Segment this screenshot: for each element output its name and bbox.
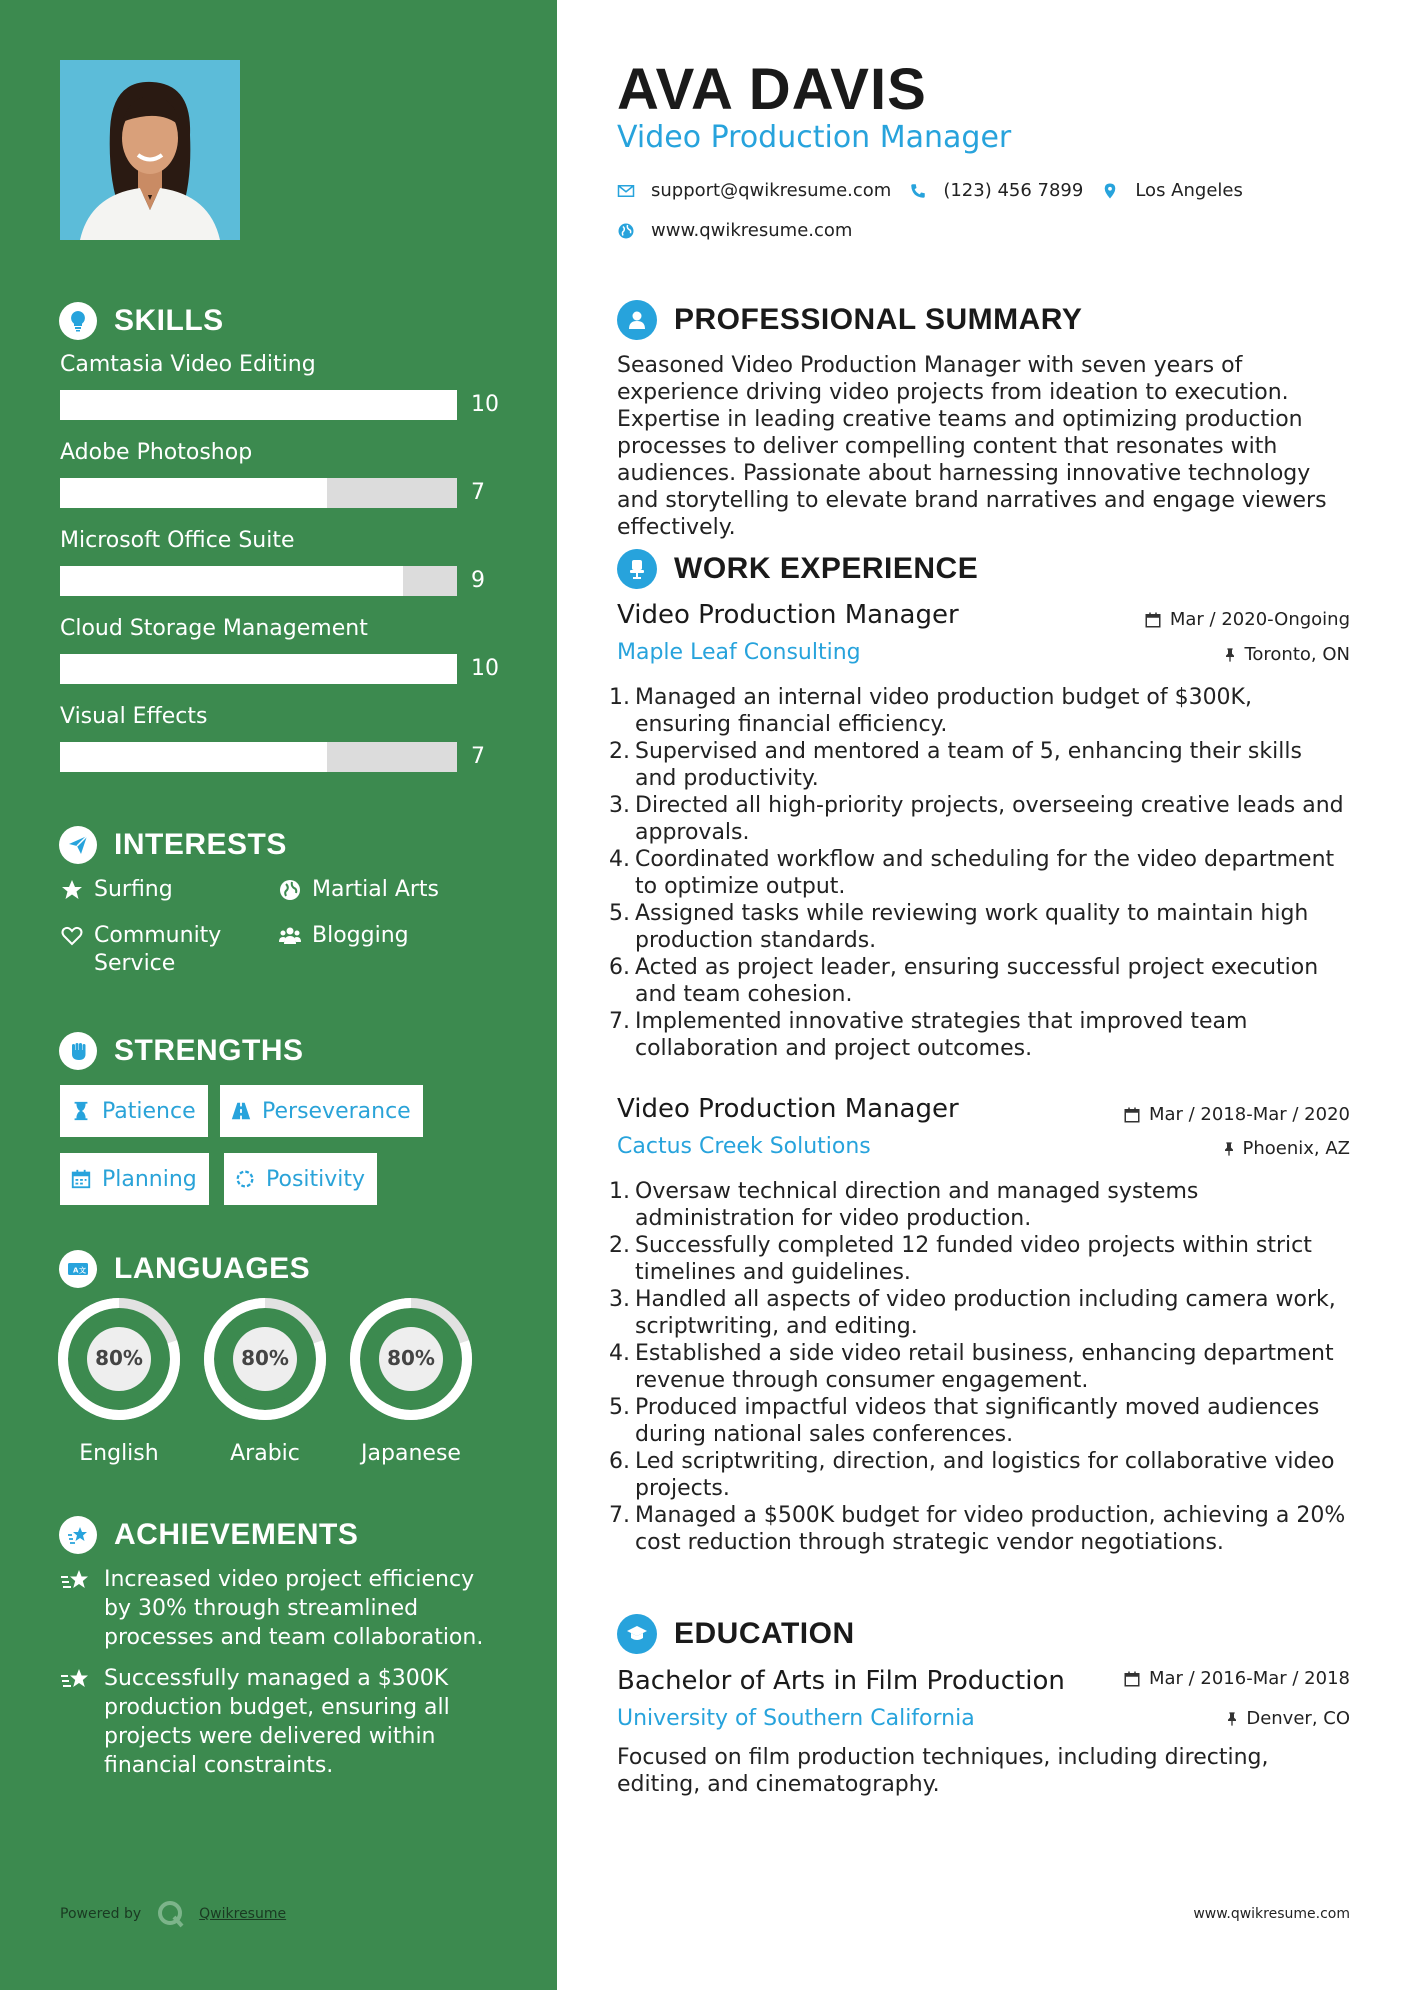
achievements-heading — [59, 1516, 358, 1554]
list-item: Produced impactful videos that significantly moved audiences during national sales conferences. — [635, 1395, 1320, 1447]
candidate-name: AVA DAVIS — [617, 57, 927, 122]
language-percent: 80% — [387, 1346, 435, 1370]
language-item — [57, 1297, 181, 1466]
job-duties — [617, 684, 1350, 1062]
summary-text: Seasoned Video Production Manager with seven years of experience driving video projects from ideation to execution. Expertise in leading creative teams and optimizing production processes to deliver compelling content that resonates with audiences. Passionate about harnessing innovative technology and storytelling to elevate brand narratives and engage viewers effectively. — [617, 353, 1327, 540]
achievement-item — [60, 1565, 500, 1652]
summary-heading — [617, 300, 1082, 340]
strength-tag — [220, 1085, 423, 1137]
hourglass-icon — [70, 1100, 92, 1122]
powered-by — [60, 1898, 286, 1930]
job-duties — [617, 1178, 1350, 1556]
job-company: Maple Leaf Consulting — [617, 640, 861, 665]
globe-icon — [617, 222, 635, 240]
users-icon — [278, 924, 302, 948]
qwikresume-link[interactable]: Qwikresume — [199, 1906, 287, 1922]
job-dates-text: Mar / 2018-Mar / 2020 — [1148, 1104, 1350, 1125]
svg-text:A: A — [73, 1266, 79, 1275]
skill-name: Camtasia Video Editing — [60, 352, 316, 377]
envelope-icon — [617, 182, 635, 200]
interests-heading — [59, 826, 287, 864]
list-item: Acted as project leader, ensuring successful project execution and team cohesion. — [635, 955, 1319, 1007]
skill-bar — [60, 742, 457, 772]
shooting-star-icon — [59, 1516, 97, 1554]
languages-title: LANGUAGES — [114, 1252, 311, 1285]
list-item: Established a side video retail business, enhancing department revenue through consumer engagement. — [635, 1341, 1334, 1393]
education-dates-text: Mar / 2016-Mar / 2018 — [1148, 1668, 1350, 1689]
skill-value: 7 — [471, 744, 485, 769]
calendar-icon — [70, 1168, 92, 1190]
map-marker-icon — [1101, 182, 1119, 200]
interest-item — [278, 876, 439, 904]
calendar-icon — [1144, 611, 1162, 629]
contact-website[interactable] — [617, 220, 852, 241]
interest-item — [60, 922, 230, 978]
strengths-title: STRENGTHS — [114, 1034, 304, 1067]
skill-value: 10 — [471, 392, 499, 417]
language-donut — [349, 1297, 473, 1421]
contact-phone[interactable] — [909, 180, 1083, 201]
skill-bar-fill — [60, 390, 457, 420]
skill-name: Cloud Storage Management — [60, 616, 368, 641]
language-item — [349, 1297, 473, 1466]
skill-value: 9 — [471, 568, 485, 593]
lightbulb-icon — [59, 302, 97, 340]
job-location — [1221, 1138, 1351, 1159]
list-item: Oversaw technical direction and managed systems administration for video production. — [635, 1179, 1199, 1231]
interest-label: Surfing — [94, 877, 173, 902]
shooting-star-icon — [60, 1567, 92, 1595]
list-item: Assigned tasks while reviewing work quality to maintain high production standards. — [635, 901, 1309, 953]
skill-bar — [60, 478, 457, 508]
education-description: Focused on film production techniques, including directing, editing, and cinematography. — [617, 1745, 1269, 1797]
job-location-text: Toronto, ON — [1244, 644, 1350, 665]
skill-bar-fill — [60, 742, 327, 772]
interest-label: Community Service — [94, 923, 222, 976]
list-item: Managed an internal video production budget of $300K, ensuring financial efficiency. — [635, 685, 1252, 737]
strengths-heading — [59, 1032, 304, 1070]
location-text: Los Angeles — [1135, 180, 1243, 201]
contact-email[interactable] — [617, 180, 891, 201]
interest-item — [60, 876, 173, 904]
skill-name: Visual Effects — [60, 704, 208, 729]
achievement-item — [60, 1664, 500, 1780]
svg-text:文: 文 — [79, 1266, 86, 1275]
job-dates-text: Mar / 2020-Ongoing — [1169, 609, 1350, 630]
skill-value: 10 — [471, 656, 499, 681]
interests-title: INTERESTS — [114, 828, 287, 861]
calendar-icon — [1123, 1670, 1141, 1688]
chair-icon — [617, 549, 657, 589]
skills-heading — [59, 302, 224, 340]
skill-item — [60, 614, 500, 684]
language-name: Japanese — [361, 1441, 461, 1466]
shooting-star-icon — [60, 1666, 92, 1694]
footer-url[interactable]: www.qwikresume.com — [1193, 1906, 1350, 1922]
strength-label: Patience — [102, 1098, 196, 1124]
skill-value: 7 — [471, 480, 485, 505]
experience-heading — [617, 549, 978, 589]
skill-bar — [60, 390, 457, 420]
language-donut — [57, 1297, 181, 1421]
education-location-text: Denver, CO — [1246, 1708, 1350, 1729]
skill-bar-fill — [60, 654, 457, 684]
strength-tag — [60, 1085, 208, 1137]
language-item — [203, 1297, 327, 1466]
list-item: Successfully completed 12 funded video projects within strict timelines and guidelines. — [635, 1233, 1312, 1285]
interest-label: Martial Arts — [312, 877, 440, 902]
road-icon — [230, 1100, 252, 1122]
job-company: Cactus Creek Solutions — [617, 1134, 871, 1159]
pushpin-icon — [1222, 647, 1238, 663]
website-text: www.qwikresume.com — [651, 220, 853, 241]
strength-label: Planning — [102, 1166, 197, 1192]
language-icon — [59, 1250, 97, 1288]
strength-label: Perseverance — [262, 1098, 411, 1124]
education-location — [1224, 1708, 1350, 1729]
skill-bar-fill — [60, 478, 327, 508]
globe-icon — [278, 878, 302, 902]
achievement-text: Increased video project efficiency by 30% through streamlined processes and team collaboration. — [104, 1567, 484, 1650]
skill-item — [60, 702, 500, 772]
experience-title: WORK EXPERIENCE — [674, 552, 979, 585]
graduation-cap-icon — [617, 1614, 657, 1654]
contact-location — [1101, 180, 1243, 201]
education-dates — [1123, 1668, 1350, 1689]
skill-name: Microsoft Office Suite — [60, 528, 295, 553]
school-name: University of Southern California — [617, 1706, 975, 1731]
list-item: Directed all high-priority projects, overseeing creative leads and approvals. — [635, 793, 1344, 845]
languages-heading — [59, 1250, 310, 1288]
email-text: support@qwikresume.com — [651, 180, 892, 201]
interest-item — [278, 922, 409, 950]
profile-photo — [60, 60, 240, 240]
skill-bar — [60, 566, 457, 596]
job-dates — [1144, 609, 1350, 630]
powered-by-label: Powered by — [60, 1906, 142, 1922]
education-title: EDUCATION — [674, 1617, 855, 1650]
strength-tag — [224, 1153, 377, 1205]
contact-row — [617, 180, 1261, 201]
phone-icon — [909, 182, 927, 200]
skill-bar — [60, 654, 457, 684]
language-donut — [203, 1297, 327, 1421]
list-item: Handled all aspects of video production including camera work, scriptwriting, and editing. — [635, 1287, 1336, 1339]
strength-label: Positivity — [266, 1166, 366, 1192]
education-heading — [617, 1614, 855, 1654]
summary-title: PROFESSIONAL SUMMARY — [674, 303, 1083, 336]
skill-bar-fill — [60, 566, 403, 596]
skills-title: SKILLS — [114, 304, 224, 337]
calendar-icon — [1123, 1106, 1141, 1124]
language-name: Arabic — [230, 1441, 300, 1466]
qwikresume-logo-icon — [155, 1898, 187, 1930]
user-icon — [617, 300, 657, 340]
skill-item — [60, 350, 500, 420]
language-percent: 80% — [95, 1346, 143, 1370]
list-item: Implemented innovative strategies that improved team collaboration and project outcomes. — [635, 1009, 1248, 1061]
job-title: Video Production Manager — [617, 1094, 959, 1124]
circle-notch-icon — [234, 1168, 256, 1190]
language-name: English — [79, 1441, 159, 1466]
job-location — [1222, 644, 1350, 665]
job-dates — [1123, 1104, 1350, 1125]
skill-item — [60, 438, 500, 508]
language-percent: 80% — [241, 1346, 289, 1370]
skill-item — [60, 526, 500, 596]
skill-name: Adobe Photoshop — [60, 440, 253, 465]
job-location-text: Phoenix, AZ — [1242, 1138, 1350, 1159]
job-title: Video Production Manager — [617, 600, 959, 630]
achievements-title: ACHIEVEMENTS — [114, 1518, 359, 1551]
star-icon — [60, 878, 84, 902]
phone-text: (123) 456 7899 — [943, 180, 1084, 201]
interest-label: Blogging — [312, 923, 409, 948]
candidate-title: Video Production Manager — [617, 120, 1012, 155]
strength-tag — [60, 1153, 209, 1205]
fist-icon — [59, 1032, 97, 1070]
list-item: Led scriptwriting, direction, and logistics for collaborative video projects. — [635, 1449, 1335, 1501]
pushpin-icon — [1221, 1141, 1237, 1157]
list-item: Coordinated workflow and scheduling for the video department to optimize output. — [635, 847, 1335, 899]
paper-plane-icon — [59, 826, 97, 864]
degree-title: Bachelor of Arts in Film Production — [617, 1666, 1065, 1696]
heart-icon — [60, 924, 84, 948]
list-item: Supervised and mentored a team of 5, enhancing their skills and productivity. — [635, 739, 1302, 791]
pushpin-icon — [1224, 1711, 1240, 1727]
list-item: Managed a $500K budget for video production, achieving a 20% cost reduction through strategic vendor negotiations. — [635, 1503, 1346, 1555]
sidebar — [0, 0, 557, 1990]
achievement-text: Successfully managed a $300K production budget, ensuring all projects were delivered within financial constraints. — [104, 1666, 450, 1778]
